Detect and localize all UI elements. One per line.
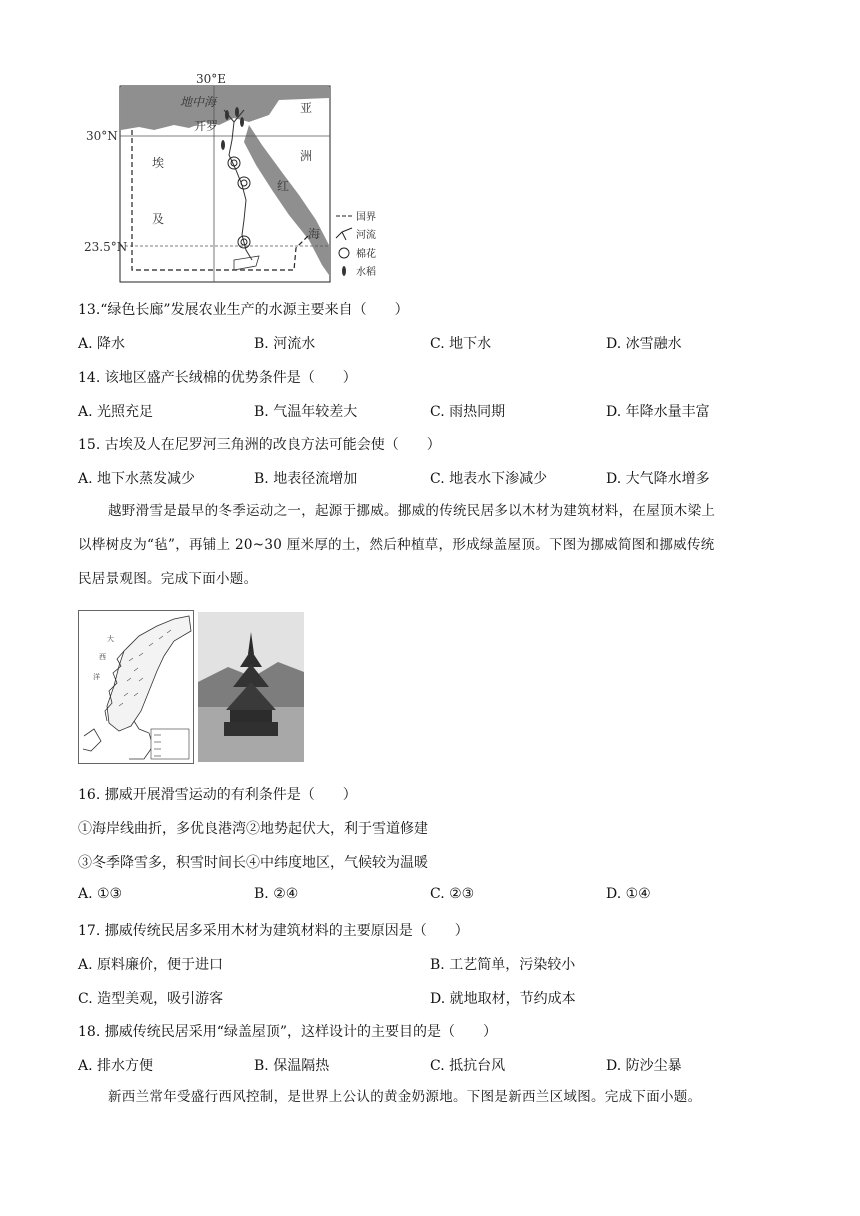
q15-option-c[interactable]: C. 地表水下渗减少: [430, 471, 548, 487]
country-char: 及: [152, 212, 165, 226]
redsea-char: 红: [277, 179, 290, 193]
q18-option-c[interactable]: C. 抵抗台风: [430, 1058, 506, 1074]
q16-option-d[interactable]: D. ①④: [606, 886, 651, 902]
legend-label: 河流: [356, 230, 376, 241]
q14-option-d[interactable]: D. 年降水量丰富: [606, 404, 710, 420]
continent-char: 洲: [300, 149, 313, 163]
rice-icon: [342, 266, 346, 276]
ocean-char: 洋: [93, 673, 100, 681]
egypt-map-svg: [84, 70, 404, 285]
question-15-stem: 15. 古埃及人在尼罗河三角洲的改良方法可能会使（ ）: [78, 437, 441, 453]
q17-option-d[interactable]: D. 就地取材，节约成本: [430, 991, 576, 1007]
q14-option-b[interactable]: B. 气温年较差大: [254, 404, 358, 420]
lon-label: 30°E: [196, 72, 227, 86]
ocean-char: 西: [99, 653, 106, 661]
legend-label: 棉花: [356, 249, 376, 260]
q18-option-d[interactable]: D. 防沙尘暴: [606, 1058, 682, 1074]
q13-option-b[interactable]: B. 河流水: [254, 336, 316, 352]
stave-church-image: [198, 612, 304, 762]
norway-map: [78, 610, 194, 764]
q16-statement-2: ③冬季降雪多，积雪时间长④中纬度地区，气候较为温暖: [78, 855, 428, 871]
cotton-icon: [339, 248, 349, 258]
legend-label: 水稻: [356, 267, 376, 278]
q16-option-c[interactable]: C. ②③: [430, 886, 475, 902]
q15-option-b[interactable]: B. 地表径流增加: [254, 471, 358, 487]
country-char: 埃: [152, 156, 165, 170]
norway-house-photo: [198, 612, 304, 762]
q18-option-a[interactable]: A. 排水方便: [78, 1058, 154, 1074]
q17-option-a[interactable]: A. 原料廉价，便于进口: [78, 957, 224, 973]
continent-char: 亚: [300, 101, 313, 115]
passage1-line1: 越野滑雪是最早的冬季运动之一，起源于挪威。挪威的传统民居多以木材为建筑材料，在屋顶木梁上: [108, 503, 716, 519]
egypt-map: [84, 70, 404, 285]
lat1-label: 30°N: [86, 129, 118, 143]
q13-option-a[interactable]: A. 降水: [78, 336, 126, 352]
q15-option-d[interactable]: D. 大气降水增多: [606, 471, 710, 487]
city-label: 开罗: [194, 119, 219, 133]
sea-label: 地中海: [180, 95, 217, 109]
lat2-label: 23.5°N: [84, 240, 128, 254]
redsea-char: 海: [308, 227, 321, 241]
q15-option-a[interactable]: A. 地下水蒸发减少: [78, 471, 196, 487]
passage1-line2: 以桦树皮为“毡”，再铺上 20~30 厘米厚的土，然后种植草，形成绿盖屋顶。下图为挪威简图和挪威传统: [78, 537, 715, 553]
map-legend: [336, 211, 376, 278]
q16-statement-1: ①海岸线曲折，多优良港湾②地势起伏大，利于雪道修建: [78, 821, 428, 837]
question-17-stem: 17. 挪威传统民居多采用木材为建筑材料的主要原因是（ ）: [78, 923, 469, 939]
q17-option-c[interactable]: C. 造型美观，吸引游客: [78, 991, 224, 1007]
river-icon: [336, 228, 352, 240]
passage1-line3: 民居景观图。完成下面小题。: [78, 571, 258, 587]
norway-map-svg: [79, 611, 193, 763]
q17-option-b[interactable]: B. 工艺简单，污染较小: [430, 957, 576, 973]
q13-option-c[interactable]: C. 地下水: [430, 336, 492, 352]
question-14-stem: 14. 该地区盛产长绒棉的优势条件是（ ）: [78, 370, 357, 386]
q14-option-c[interactable]: C. 雨热同期: [430, 404, 506, 420]
question-16-stem: 16. 挪威开展滑雪运动的有利条件是（ ）: [78, 787, 357, 803]
q13-option-d[interactable]: D. 冰雪融水: [606, 336, 682, 352]
question-18-stem: 18. 挪威传统民居采用“绿盖屋顶”，这样设计的主要目的是（ ）: [78, 1024, 498, 1040]
ocean-char: 大: [107, 635, 114, 643]
q16-option-b[interactable]: B. ②④: [254, 886, 299, 902]
legend-label: 国界: [356, 212, 376, 223]
q14-option-a[interactable]: A. 光照充足: [78, 404, 154, 420]
question-13-stem: 13.“绿色长廊”发展农业生产的水源主要来自（ ）: [78, 302, 409, 318]
passage2: 新西兰常年受盛行西风控制，是世界上公认的黄金奶源地。下图是新西兰区域图。完成下面小题。: [108, 1089, 702, 1105]
q18-option-b[interactable]: B. 保温隔热: [254, 1058, 330, 1074]
q16-option-a[interactable]: A. ①③: [78, 886, 123, 902]
